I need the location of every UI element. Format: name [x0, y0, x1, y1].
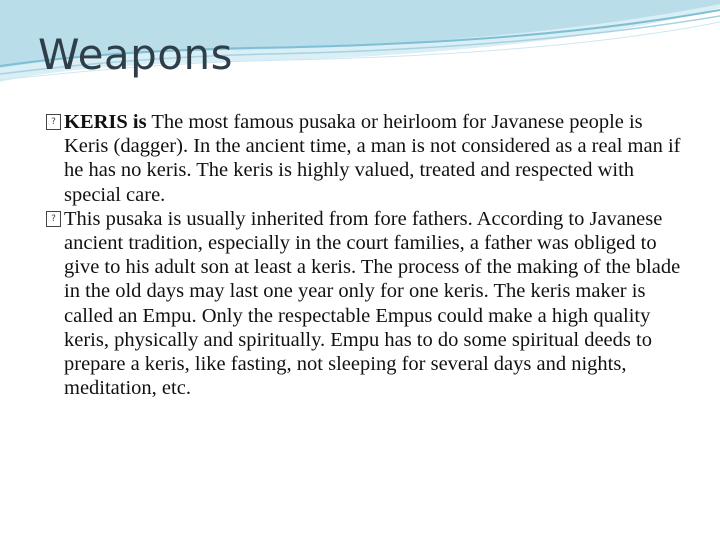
bullet-text: This pusaka is usually inherited from fore fathers. According to Javanese ancient tradition, especially in the court families, a father was obliged to give to his adult son at least a keris. The process of the making of the blade in the old days may last one year only for one keris. The keris maker is called an Empu. Only the respectable Empus could make a high quality keris, physically and spiritually. Empu has to do some spiritual deeds to prepare a keris, like fasting, not sleeping for several days and nights, meditation, etc.	[64, 207, 681, 400]
slide-title: Weapons	[38, 30, 234, 79]
bullet-lead-text: KERIS is	[64, 111, 147, 133]
bullet-keris	[46, 110, 686, 207]
bullet-text: The most famous pusaka or heirloom for Javanese people is Keris (dagger). In the ancient time, a man is not considered as a real man if he has no keris. The keris is highly valued, treated and respected with special care.	[64, 111, 681, 206]
missing-glyph-icon: ?	[46, 114, 61, 130]
slide-body	[46, 110, 686, 400]
missing-glyph-icon: ?	[46, 211, 61, 227]
bullet-pusaka	[46, 207, 686, 401]
